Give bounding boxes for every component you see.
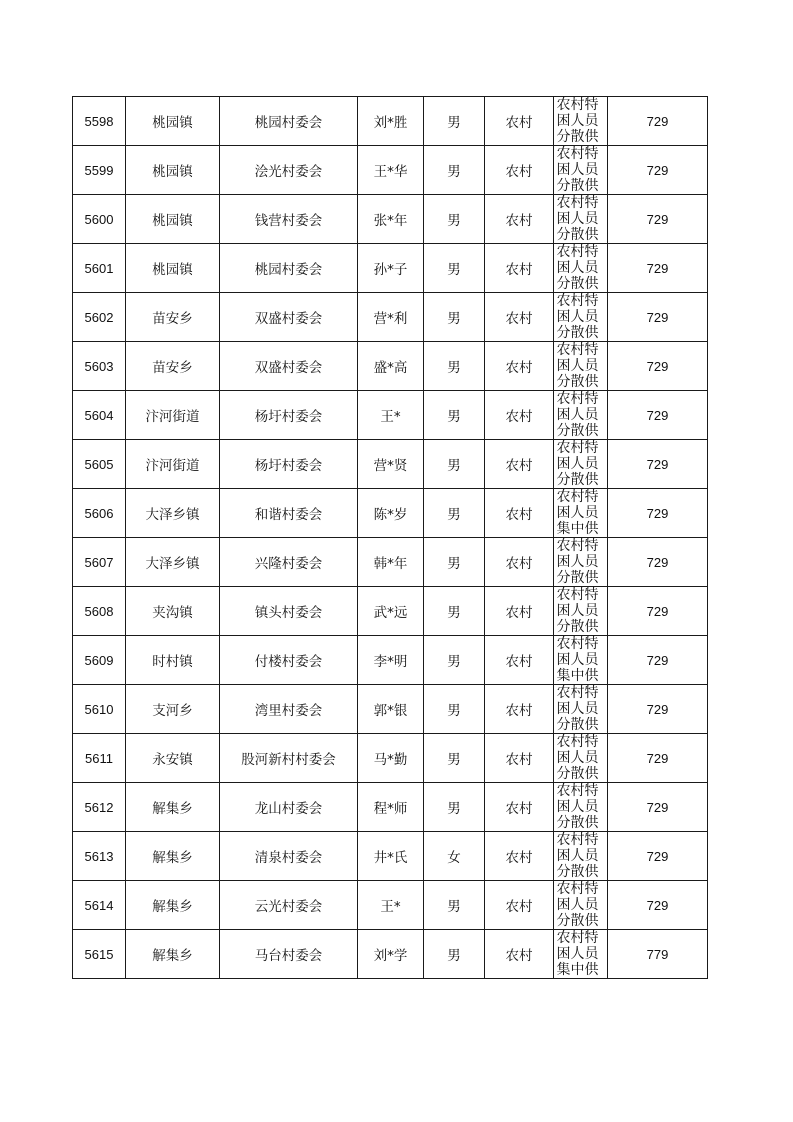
table-row: [73, 391, 708, 440]
serial-number-cell: 5611: [73, 734, 126, 783]
village-committee-cell: 钱营村委会: [220, 195, 358, 244]
assistance-type-cell: [554, 930, 608, 979]
amount-cell: 779: [608, 930, 708, 979]
table-row: [73, 881, 708, 930]
assistance-type-text: 农村特困人员分散供: [556, 293, 599, 341]
table-row: [73, 734, 708, 783]
town-cell: 支河乡: [126, 685, 220, 734]
table-row: [73, 636, 708, 685]
assistance-type-text: 农村特困人员分散供: [556, 391, 599, 439]
village-committee-cell: 兴隆村委会: [220, 538, 358, 587]
gender-cell: 男: [424, 440, 485, 489]
assistance-type-text: 农村特困人员分散供: [556, 97, 599, 145]
serial-number-cell: 5610: [73, 685, 126, 734]
serial-number-cell: 5606: [73, 489, 126, 538]
recipient-name-cell: 韩*年: [358, 538, 424, 587]
area-type-cell: 农村: [485, 97, 554, 146]
table-row: [73, 783, 708, 832]
town-cell: 时村镇: [126, 636, 220, 685]
serial-number-cell: 5612: [73, 783, 126, 832]
assistance-type-cell: [554, 832, 608, 881]
village-committee-cell: 双盛村委会: [220, 342, 358, 391]
assistance-type-text: 农村特困人员分散供: [556, 734, 599, 782]
table-row: [73, 342, 708, 391]
recipient-name-cell: 王*华: [358, 146, 424, 195]
amount-cell: 729: [608, 832, 708, 881]
town-cell: 夹沟镇: [126, 587, 220, 636]
table-row: [73, 440, 708, 489]
assistance-type-text: 农村特困人员分散供: [556, 587, 599, 635]
assistance-type-cell: [554, 440, 608, 489]
amount-cell: 729: [608, 734, 708, 783]
assistance-type-cell: [554, 146, 608, 195]
area-type-cell: 农村: [485, 587, 554, 636]
area-type-cell: 农村: [485, 538, 554, 587]
assistance-type-cell: [554, 293, 608, 342]
town-cell: 桃园镇: [126, 146, 220, 195]
gender-cell: 男: [424, 783, 485, 832]
village-committee-cell: 股河新村村委会: [220, 734, 358, 783]
serial-number-cell: 5605: [73, 440, 126, 489]
village-committee-cell: 付楼村委会: [220, 636, 358, 685]
table-row: [73, 538, 708, 587]
village-committee-cell: 浍光村委会: [220, 146, 358, 195]
town-cell: 永安镇: [126, 734, 220, 783]
assistance-type-text: 农村特困人员分散供: [556, 195, 599, 243]
gender-cell: 男: [424, 685, 485, 734]
assistance-type-text: 农村特困人员分散供: [556, 685, 599, 733]
assistance-type-cell: [554, 391, 608, 440]
recipient-name-cell: 孙*子: [358, 244, 424, 293]
amount-cell: 729: [608, 146, 708, 195]
serial-number-cell: 5599: [73, 146, 126, 195]
recipient-name-cell: 营*利: [358, 293, 424, 342]
assistance-type-cell: [554, 783, 608, 832]
assistance-type-cell: [554, 489, 608, 538]
assistance-type-cell: [554, 734, 608, 783]
serial-number-cell: 5603: [73, 342, 126, 391]
assistance-type-cell: [554, 195, 608, 244]
village-committee-cell: 桃园村委会: [220, 244, 358, 293]
assistance-type-cell: [554, 587, 608, 636]
serial-number-cell: 5600: [73, 195, 126, 244]
recipient-name-cell: 井*氏: [358, 832, 424, 881]
recipient-name-cell: 马*勤: [358, 734, 424, 783]
amount-cell: 729: [608, 538, 708, 587]
recipient-name-cell: 陈*岁: [358, 489, 424, 538]
recipient-name-cell: 武*远: [358, 587, 424, 636]
village-committee-cell: 桃园村委会: [220, 97, 358, 146]
gender-cell: 男: [424, 342, 485, 391]
village-committee-cell: 杨圩村委会: [220, 391, 358, 440]
amount-cell: 729: [608, 342, 708, 391]
area-type-cell: 农村: [485, 783, 554, 832]
gender-cell: 男: [424, 293, 485, 342]
gender-cell: 男: [424, 587, 485, 636]
assistance-type-text: 农村特困人员分散供: [556, 146, 599, 194]
assistance-type-text: 农村特困人员集中供: [556, 636, 599, 684]
serial-number-cell: 5598: [73, 97, 126, 146]
assistance-type-text: 农村特困人员分散供: [556, 440, 599, 488]
table-row: [73, 146, 708, 195]
town-cell: 大泽乡镇: [126, 489, 220, 538]
area-type-cell: 农村: [485, 636, 554, 685]
gender-cell: 男: [424, 244, 485, 293]
gender-cell: 男: [424, 195, 485, 244]
village-committee-cell: 杨圩村委会: [220, 440, 358, 489]
table-row: [73, 293, 708, 342]
amount-cell: 729: [608, 881, 708, 930]
table-row: [73, 97, 708, 146]
town-cell: 解集乡: [126, 783, 220, 832]
serial-number-cell: 5608: [73, 587, 126, 636]
assistance-type-cell: [554, 538, 608, 587]
relief-recipients-table: [72, 96, 708, 979]
area-type-cell: 农村: [485, 293, 554, 342]
recipient-name-cell: 刘*学: [358, 930, 424, 979]
serial-number-cell: 5601: [73, 244, 126, 293]
assistance-type-text: 农村特困人员分散供: [556, 783, 599, 831]
table-row: [73, 244, 708, 293]
recipient-name-cell: 郭*银: [358, 685, 424, 734]
assistance-type-cell: [554, 342, 608, 391]
town-cell: 解集乡: [126, 930, 220, 979]
amount-cell: 729: [608, 391, 708, 440]
town-cell: 苗安乡: [126, 293, 220, 342]
town-cell: 大泽乡镇: [126, 538, 220, 587]
village-committee-cell: 湾里村委会: [220, 685, 358, 734]
amount-cell: 729: [608, 293, 708, 342]
village-committee-cell: 清泉村委会: [220, 832, 358, 881]
assistance-type-text: 农村特困人员分散供: [556, 832, 599, 880]
recipient-name-cell: 刘*胜: [358, 97, 424, 146]
amount-cell: 729: [608, 195, 708, 244]
amount-cell: 729: [608, 244, 708, 293]
gender-cell: 男: [424, 97, 485, 146]
area-type-cell: 农村: [485, 489, 554, 538]
table-row: [73, 489, 708, 538]
serial-number-cell: 5602: [73, 293, 126, 342]
town-cell: 桃园镇: [126, 244, 220, 293]
assistance-type-text: 农村特困人员集中供: [556, 489, 599, 537]
village-committee-cell: 和谐村委会: [220, 489, 358, 538]
amount-cell: 729: [608, 440, 708, 489]
gender-cell: 男: [424, 881, 485, 930]
area-type-cell: 农村: [485, 342, 554, 391]
area-type-cell: 农村: [485, 685, 554, 734]
table-body: [73, 97, 708, 979]
village-committee-cell: 龙山村委会: [220, 783, 358, 832]
recipient-name-cell: 程*师: [358, 783, 424, 832]
area-type-cell: 农村: [485, 734, 554, 783]
assistance-type-cell: [554, 685, 608, 734]
town-cell: 汴河街道: [126, 391, 220, 440]
amount-cell: 729: [608, 97, 708, 146]
gender-cell: 男: [424, 538, 485, 587]
gender-cell: 男: [424, 489, 485, 538]
town-cell: 解集乡: [126, 832, 220, 881]
village-committee-cell: 镇头村委会: [220, 587, 358, 636]
area-type-cell: 农村: [485, 391, 554, 440]
assistance-type-text: 农村特困人员分散供: [556, 538, 599, 586]
serial-number-cell: 5604: [73, 391, 126, 440]
gender-cell: 女: [424, 832, 485, 881]
recipient-name-cell: 营*贤: [358, 440, 424, 489]
recipient-name-cell: 盛*高: [358, 342, 424, 391]
town-cell: 解集乡: [126, 881, 220, 930]
area-type-cell: 农村: [485, 930, 554, 979]
assistance-type-text: 农村特困人员分散供: [556, 244, 599, 292]
amount-cell: 729: [608, 783, 708, 832]
table-row: [73, 930, 708, 979]
amount-cell: 729: [608, 587, 708, 636]
serial-number-cell: 5615: [73, 930, 126, 979]
gender-cell: 男: [424, 146, 485, 195]
town-cell: 苗安乡: [126, 342, 220, 391]
village-committee-cell: 双盛村委会: [220, 293, 358, 342]
area-type-cell: 农村: [485, 244, 554, 293]
gender-cell: 男: [424, 734, 485, 783]
recipient-name-cell: 张*年: [358, 195, 424, 244]
assistance-type-cell: [554, 636, 608, 685]
area-type-cell: 农村: [485, 146, 554, 195]
amount-cell: 729: [608, 489, 708, 538]
area-type-cell: 农村: [485, 195, 554, 244]
amount-cell: 729: [608, 685, 708, 734]
assistance-type-cell: [554, 881, 608, 930]
serial-number-cell: 5607: [73, 538, 126, 587]
assistance-type-cell: [554, 97, 608, 146]
recipient-name-cell: 王*: [358, 391, 424, 440]
gender-cell: 男: [424, 930, 485, 979]
area-type-cell: 农村: [485, 440, 554, 489]
assistance-type-cell: [554, 244, 608, 293]
table-row: [73, 587, 708, 636]
table-row: [73, 832, 708, 881]
table-row: [73, 685, 708, 734]
table-row: [73, 195, 708, 244]
gender-cell: 男: [424, 391, 485, 440]
assistance-type-text: 农村特困人员集中供: [556, 930, 599, 978]
amount-cell: 729: [608, 636, 708, 685]
serial-number-cell: 5614: [73, 881, 126, 930]
town-cell: 桃园镇: [126, 97, 220, 146]
assistance-type-text: 农村特困人员分散供: [556, 342, 599, 390]
recipient-name-cell: 李*明: [358, 636, 424, 685]
town-cell: 桃园镇: [126, 195, 220, 244]
gender-cell: 男: [424, 636, 485, 685]
serial-number-cell: 5613: [73, 832, 126, 881]
area-type-cell: 农村: [485, 881, 554, 930]
town-cell: 汴河街道: [126, 440, 220, 489]
area-type-cell: 农村: [485, 832, 554, 881]
village-committee-cell: 马台村委会: [220, 930, 358, 979]
village-committee-cell: 云光村委会: [220, 881, 358, 930]
serial-number-cell: 5609: [73, 636, 126, 685]
assistance-type-text: 农村特困人员分散供: [556, 881, 599, 929]
recipient-name-cell: 王*: [358, 881, 424, 930]
